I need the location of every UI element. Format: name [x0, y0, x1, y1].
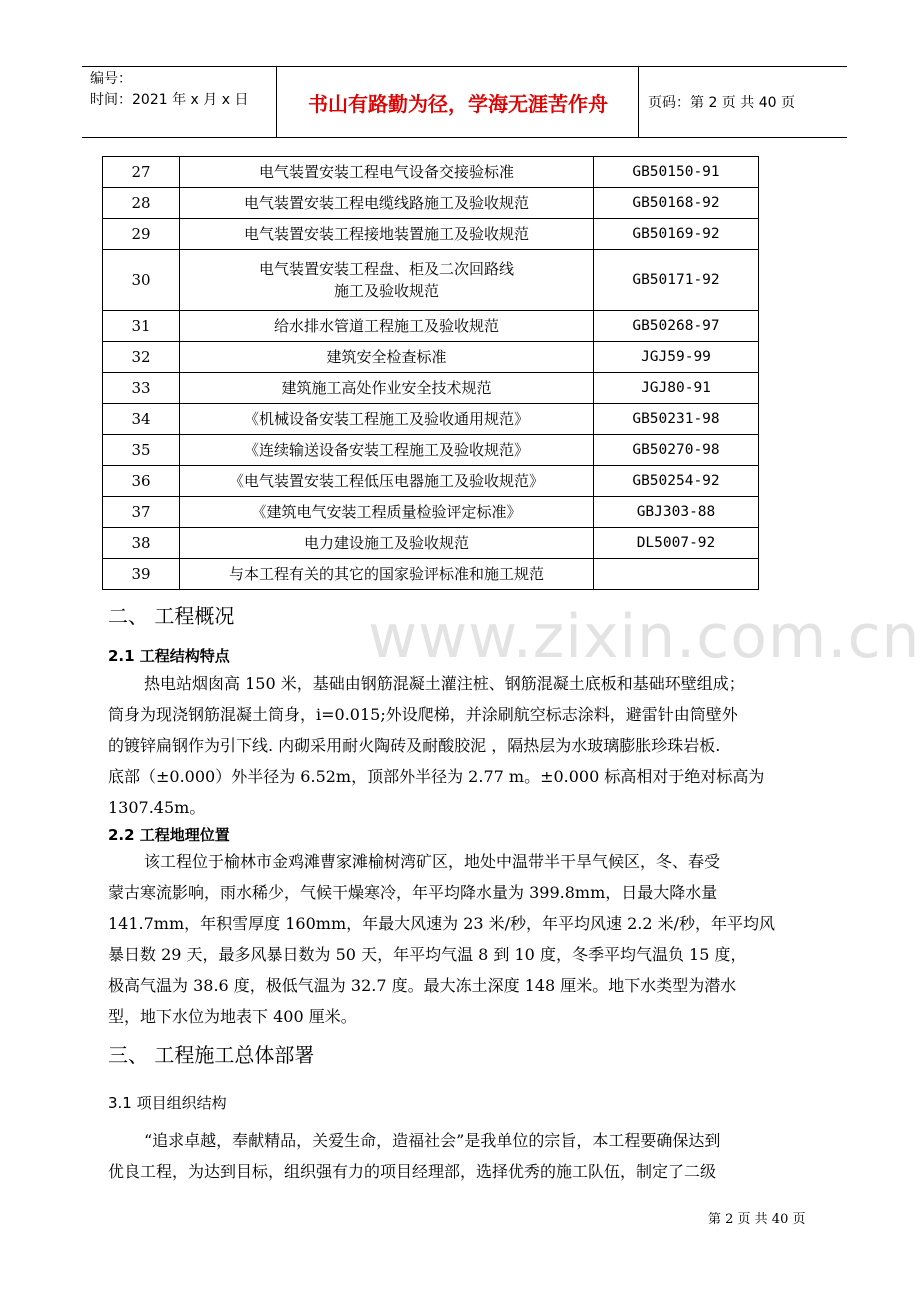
header-motto: 书山有路勤为径，学海无涯苦作舟 [308, 91, 608, 116]
table-row [103, 559, 759, 590]
row-number: 35 [103, 435, 180, 466]
table-row [103, 435, 759, 466]
table-row [103, 342, 759, 373]
table-row [103, 250, 759, 311]
standard-code: GB50268-97 [594, 311, 759, 342]
standard-name: 建筑施工高处作业安全技术规范 [180, 373, 594, 404]
paragraph-line: 极高气温为 38.6 度，极低气温为 32.7 度。最大冻土深度 148 厘米。地下水类型为潜水 [108, 976, 737, 995]
standard-code: GB50231-98 [594, 404, 759, 435]
paragraph-line: 的镀锌扁钢作为引下线. 内砌采用耐火陶砖及耐酸胶泥 ，隔热层为水玻璃膨胀珍珠岩板. [108, 736, 721, 755]
row-number: 33 [103, 373, 180, 404]
row-number: 29 [103, 219, 180, 250]
table-row [103, 497, 759, 528]
paragraph-line: 蒙古寒流影响，雨水稀少，气候干燥寒冷，年平均降水量为 399.8mm，日最大降水量 [108, 883, 718, 902]
row-number: 34 [103, 404, 180, 435]
row-number: 30 [103, 250, 180, 311]
row-number: 37 [103, 497, 180, 528]
standard-code: GB50168-92 [594, 188, 759, 219]
page-header [82, 66, 847, 138]
paragraph-line: 暴日数 29 天，最多风暴日数为 50 天，年平均气温 8 到 10 度，冬季平均气温负 15 度， [108, 945, 747, 964]
header-divider [276, 67, 277, 137]
standard-name: 建筑安全检查标准 [180, 342, 594, 373]
standard-name: 与本工程有关的其它的国家验评标准和施工规范 [180, 559, 594, 590]
table-row [103, 466, 759, 497]
paragraph-line: 型，地下水位为地表下 400 厘米。 [108, 1007, 357, 1026]
standard-code: GB50150-91 [594, 157, 759, 188]
standard-code: JGJ59-99 [594, 342, 759, 373]
standard-name: 电气装置安装工程电缆线路施工及验收规范 [180, 188, 594, 219]
section-2-1-paragraph [108, 668, 824, 823]
standard-name: 《连续输送设备安装工程施工及验收规范》 [180, 435, 594, 466]
row-number: 36 [103, 466, 180, 497]
standard-name-line: 施工及验收规范 [333, 282, 439, 300]
header-meta [90, 69, 248, 111]
header-number: 编号： [90, 71, 132, 87]
paragraph-line: 141.7mm，年积雪厚度 160mm，年最大风速为 23 米/秒，年平均风速 2.2 米/秒，年平均风 [108, 914, 776, 933]
standard-code: GB50171-92 [594, 250, 759, 311]
standard-name: 电力建设施工及验收规范 [180, 528, 594, 559]
standard-name [180, 250, 594, 311]
standard-name: 《建筑电气安装工程质量检验评定标准》 [180, 497, 594, 528]
standard-code: JGJ80-91 [594, 373, 759, 404]
standard-name-line: 电气装置安装工程盘、柜及二次回路线 [258, 260, 514, 278]
standard-code [594, 559, 759, 590]
section-2-1-title: 2.1 工程结构特点 [108, 647, 230, 665]
paragraph-line: 该工程位于榆林市金鸡滩曹家滩榆树湾矿区，地处中温带半干旱气候区，冬、春受 [144, 852, 721, 871]
paragraph-line: 底部（±0.000）外半径为 6.52m，顶部外半径为 2.77 m。±0.000 标高相对于绝对标高为 [108, 767, 765, 786]
page-footer: 第 2 页 共 40 页 [708, 1212, 806, 1227]
standard-name: 《机械设备安装工程施工及验收通用规范》 [180, 404, 594, 435]
paragraph-line: 1307.45m。 [108, 798, 206, 817]
table-row [103, 404, 759, 435]
section-2-2-paragraph [108, 846, 824, 1032]
paragraph-line: 优良工程，为达到目标，组织强有力的项目经理部，选择优秀的施工队伍，制定了二级 [108, 1162, 717, 1181]
table-row [103, 157, 759, 188]
section-2-2-title: 2.2 工程地理位置 [108, 826, 230, 844]
row-number: 32 [103, 342, 180, 373]
table-row [103, 528, 759, 559]
row-number: 28 [103, 188, 180, 219]
section-3-1-paragraph [108, 1125, 824, 1187]
row-number: 27 [103, 157, 180, 188]
table-row [103, 311, 759, 342]
header-page-number: 页码：第 2 页 共 40 页 [648, 95, 795, 111]
table-row [103, 188, 759, 219]
standards-table [102, 156, 759, 590]
row-number: 31 [103, 311, 180, 342]
standard-name: 电气装置安装工程接地装置施工及验收规范 [180, 219, 594, 250]
row-number: 39 [103, 559, 180, 590]
table-row [103, 373, 759, 404]
standards-table-body [103, 157, 759, 590]
watermark: www.zixin.com.cn [368, 602, 920, 672]
standard-name: 给水排水管道工程施工及验收规范 [180, 311, 594, 342]
standard-code: GB50270-98 [594, 435, 759, 466]
header-date: 时间：2021 年 x 月 x 日 [90, 92, 249, 108]
standard-code: GB50169-92 [594, 219, 759, 250]
paragraph-line: 筒身为现浇钢筋混凝土筒身，i=0.015;外设爬梯，并涂刷航空标志涂料，避雷针由筒壁外 [108, 705, 738, 724]
standard-name: 电气装置安装工程电气设备交接验标准 [180, 157, 594, 188]
standard-name: 《电气装置安装工程低压电器施工及验收规范》 [180, 466, 594, 497]
row-number: 38 [103, 528, 180, 559]
table-row [103, 219, 759, 250]
paragraph-line: “追求卓越，奉献精品，关爱生命，造福社会”是我单位的宗旨，本工程要确保达到 [144, 1131, 721, 1150]
standard-code: GB50254-92 [594, 466, 759, 497]
section-2-title: 二、 工程概况 [108, 604, 235, 628]
section-3-1-title: 3.1 项目组织结构 [108, 1094, 227, 1112]
paragraph-line: 热电站烟囱高 150 米，基础由钢筋混凝土灌注桩、钢筋混凝土底板和基础环壁组成； [144, 674, 745, 693]
standard-code: GBJ303-88 [594, 497, 759, 528]
standard-code: DL5007-92 [594, 528, 759, 559]
section-3-title: 三、 工程施工总体部署 [108, 1043, 315, 1067]
header-divider [638, 67, 639, 137]
